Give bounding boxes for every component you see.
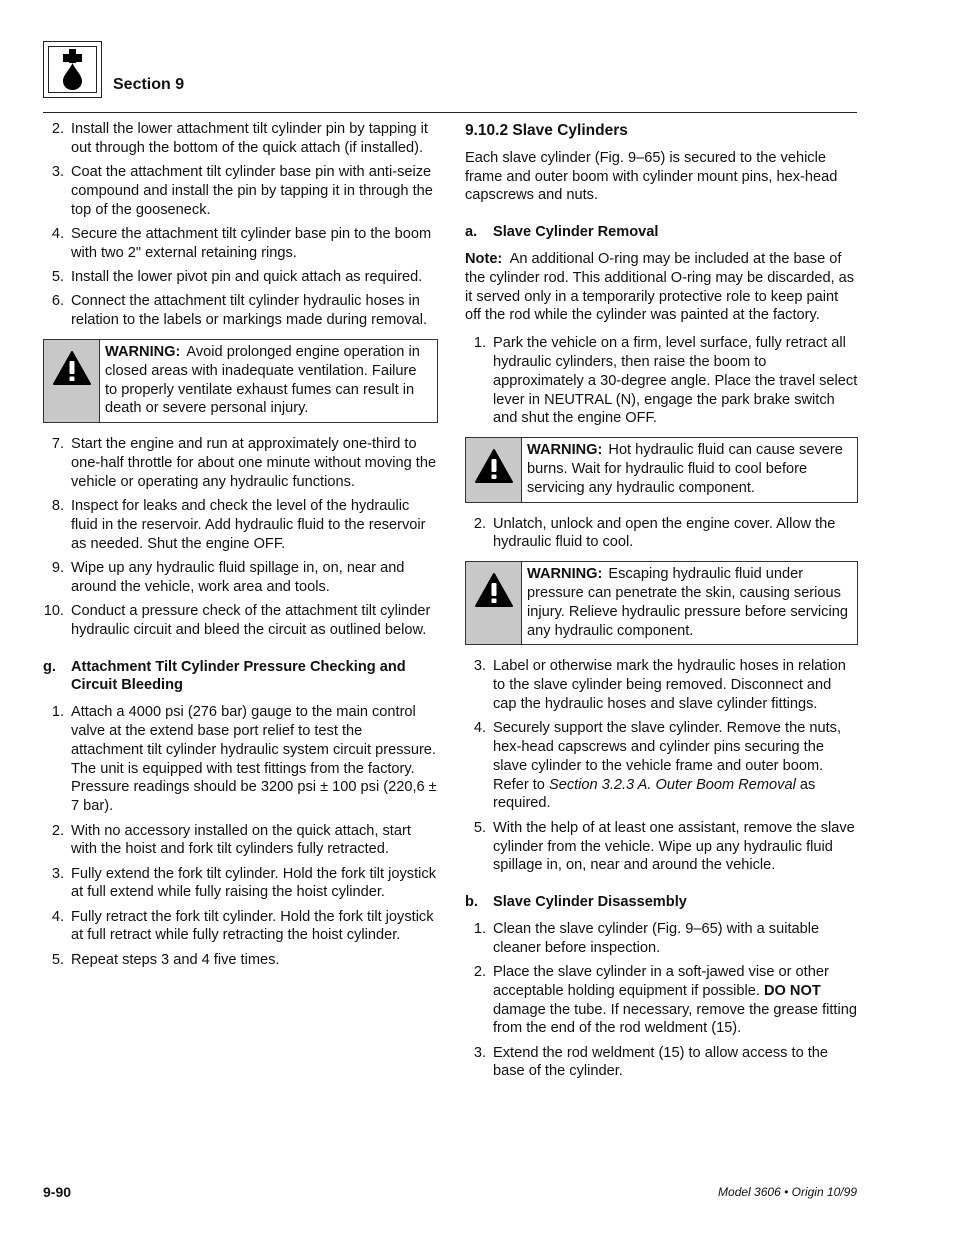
list-item: 1. Attach a 4000 psi (276 bar) gauge to the main control valve at the extend base port relief to test the attachment tilt cylinder hydraulic system circuit pressure. The unit is equipped with test fittings from the factory. Pressure readings should be 3200 psi ± 100 psi (220,6 ± 7 bar). bbox=[51, 704, 437, 815]
section-label: Section 9 bbox=[113, 76, 185, 93]
list-item: 2. Install the lower attachment tilt cylinder pin by tapping it out through the bottom of the quick attach (if installed). bbox=[51, 121, 428, 156]
list-item: 5. Install the lower pivot pin and quick attach as required. bbox=[51, 269, 423, 286]
list-item: 2. With no accessory installed on the quick attach, start with the hoist and fork tilt cylinders fully retracted. bbox=[51, 822, 411, 858]
right-column bbox=[465, 120, 858, 1087]
list-item: 4. Securely support the slave cylinder. Remove the nuts, hex-head capscrews and cylinder pins securing the slave cylinder to the vehicle frame and outer boom. Refer to Section 3.2.3 A. Outer Boom Removal as required. bbox=[473, 720, 841, 812]
warning-text: Avoid prolonged engine operation in closed areas with inadequate ventilation. Failure to properly ventilate exhaust fumes can result in death or severe personal injury. bbox=[105, 343, 420, 417]
page-number: 9-90 bbox=[43, 1184, 72, 1200]
list-item: 3. Coat the attachment tilt cylinder base pin with anti-seize compound and install the pin by tapping it in through the top of the gooseneck. bbox=[51, 164, 433, 218]
list-item: 10. Conduct a pressure check of the attachment tilt cylinder hydraulic circuit and bleed the circuit as outlined below. bbox=[43, 603, 431, 638]
list-item: 8. Inspect for leaks and check the level of the hydraulic fluid in the reservoir. Add hydraulic fluid to the reservoir as needed. Shut the engine OFF. bbox=[51, 498, 426, 552]
list-item: 3. Fully extend the fork tilt cylinder. Hold the fork tilt joystick at full extend while fully raising the hoist cylinder. bbox=[51, 865, 436, 901]
section-logo bbox=[43, 41, 102, 98]
list-item: 7. Start the engine and run at approximately one-third to one-half throttle for about one minute without moving the vehicle or operating any hydraulic functions. bbox=[51, 436, 437, 490]
list-item: 5. Repeat steps 3 and 4 five times. bbox=[51, 951, 280, 968]
list-item: 3. Extend the rod weldment (15) to allow access to the base of the cylinder. bbox=[473, 1044, 829, 1080]
warning-box bbox=[465, 437, 858, 502]
intro-paragraph: Each slave cylinder (Fig. 9–65) is secured to the vehicle frame and outer boom with cylinder mount pins, hex-head capscrews and nuts. bbox=[465, 149, 838, 204]
list-item: 3. Label or otherwise mark the hydraulic hoses in relation to the slave cylinder being removed. Disconnect and cap the hydraulic hoses and slave cylinder fittings. bbox=[473, 658, 846, 712]
list-item: 2. Unlatch, unlock and open the engine cover. Allow the hydraulic fluid to cool. bbox=[473, 515, 836, 551]
list-item: 4. Fully retract the fork tilt cylinder. Hold the fork tilt joystick at full retract while fully retracting the hoist cylinder. bbox=[51, 908, 434, 944]
cross-reference: Section 3.2.3 A. Outer Boom Removal bbox=[548, 776, 796, 793]
warning-text: Escaping hydraulic fluid under pressure can penetrate the skin, causing serious injury. Relieve hydraulic pressure before servicing any hydraulic component. bbox=[527, 566, 848, 639]
left-column bbox=[43, 120, 438, 975]
warning-triangle-icon bbox=[474, 572, 514, 608]
hydraulic-drop-icon bbox=[48, 46, 97, 93]
warning-label: WARNING: bbox=[527, 566, 603, 583]
warning-triangle-icon bbox=[474, 448, 514, 484]
model-info: Model 3606 • Origin 10/99 bbox=[718, 1185, 857, 1199]
subsection-heading: a. Slave Cylinder Removal bbox=[465, 224, 659, 241]
list-item: 1. Park the vehicle on a firm, level surface, fully retract all hydraulic cylinders, then raise the boom to approximately a 30-degree angle. Place the travel select lever in NEUTRAL (N), engage the park brake switch and shut the engine OFF. bbox=[473, 335, 858, 427]
subsection-heading: b. Slave Cylinder Disassembly bbox=[465, 894, 687, 911]
note-paragraph: Note: An additional O-ring may be included at the base of the cylinder rod. This additional O-ring may be discarded, as it served only in a temporarily protective role to keep paint off the rod while the cylinder was painted at the factory. bbox=[465, 250, 855, 324]
list-item: 6. Connect the attachment tilt cylinder hydraulic hoses in relation to the labels or markings made during removal. bbox=[51, 293, 428, 329]
warning-triangle-icon bbox=[52, 350, 92, 386]
warning-box bbox=[43, 339, 438, 423]
subsection-heading: g. Attachment Tilt Cylinder Pressure Checking and Circuit Bleeding bbox=[43, 658, 406, 694]
list-item: 4. Secure the attachment tilt cylinder base pin to the boom with two 2" external retaining rings. bbox=[51, 225, 432, 261]
warning-label: WARNING: bbox=[527, 442, 603, 459]
list-item: 1. Clean the slave cylinder (Fig. 9–65) with a suitable cleaner before inspection. bbox=[473, 920, 820, 956]
header-divider bbox=[43, 112, 857, 113]
warning-text: Hot hydraulic fluid can cause severe burns. Wait for hydraulic fluid to cool before servicing any hydraulic component. bbox=[527, 442, 843, 496]
list-item: 9. Wipe up any hydraulic fluid spillage in, on, near and around the vehicle, work area and tools. bbox=[51, 559, 405, 595]
warning-box bbox=[465, 561, 858, 645]
warning-label: WARNING: bbox=[105, 343, 181, 360]
section-title: 9.10.2 Slave Cylinders bbox=[465, 122, 628, 139]
list-item: 5. With the help of at least one assistant, remove the slave cylinder from the vehicle. Wipe up any hydraulic fluid spillage in, on, near and around the vehicle. bbox=[473, 819, 855, 874]
list-item: 2. Place the slave cylinder in a soft-jawed vise or other acceptable holding equipment if possible. DO NOT damage the tube. If necessary, remove the grease fitting from the end of the rod weldment (15). bbox=[473, 963, 857, 1037]
